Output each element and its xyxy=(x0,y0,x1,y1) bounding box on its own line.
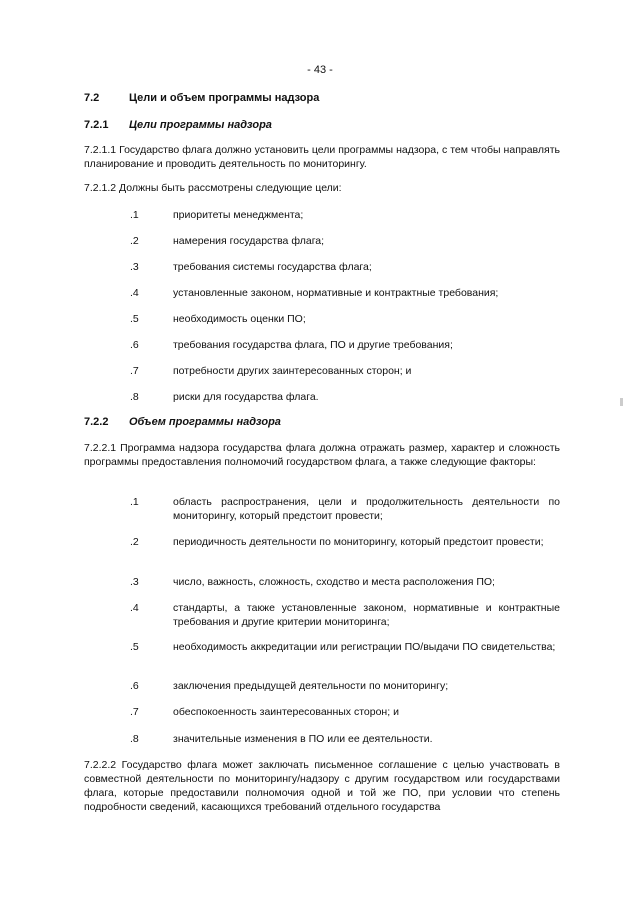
item-text: необходимость аккредитации или регистрации ПО/выдачи ПО свидетельства; xyxy=(173,641,556,653)
heading-number: 7.2.2 xyxy=(84,416,109,428)
paragraph-7-2-1-1: 7.2.1.1 Государство флага должно установить цели программы надзора, с тем чтобы направлять планирование и проводить деятельность по мониторингу. xyxy=(84,144,560,170)
item-number: .7 xyxy=(130,706,139,718)
item-text: периодичность деятельности по мониторингу, который предстоит провести; xyxy=(173,536,544,548)
item-number: .1 xyxy=(130,209,139,221)
heading-7-2 xyxy=(84,92,319,104)
item-number: .6 xyxy=(130,680,139,692)
item-number: .4 xyxy=(130,602,139,614)
item-number: .6 xyxy=(130,339,139,351)
item-text: необходимость оценки ПО; xyxy=(173,313,306,325)
paragraph-7-2-2-1: 7.2.2.1 Программа надзора государства флага должна отражать размер, характер и сложность программы предоставления полномочий государством флага, а также следующие факторы: xyxy=(84,442,560,468)
heading-number: 7.2.1 xyxy=(84,119,109,131)
item-number: .8 xyxy=(130,733,139,745)
page-number: - 43 - xyxy=(307,64,333,76)
item-number: .3 xyxy=(130,576,139,588)
item-text: потребности других заинтересованных сторон; и xyxy=(173,365,412,377)
item-text: область распространения, цели и продолжительность деятельности по мониторингу, который предстоит провести; xyxy=(173,496,560,522)
item-text: намерения государства флага; xyxy=(173,235,325,247)
item-text: заключения предыдущей деятельности по мониторингу; xyxy=(173,680,449,692)
item-number: .7 xyxy=(130,365,139,377)
item-text: установленные законом, нормативные и контрактные требования; xyxy=(173,287,499,299)
item-text: риски для государства флага. xyxy=(173,391,319,403)
scan-mark xyxy=(620,398,623,406)
paragraph-7-2-1-2: 7.2.1.2 Должны быть рассмотрены следующие цели: xyxy=(84,182,342,194)
heading-7-2-1 xyxy=(84,119,272,131)
item-number: .5 xyxy=(130,641,139,653)
item-number: .1 xyxy=(130,496,139,508)
item-number: .8 xyxy=(130,391,139,403)
heading-title: Цели и объем программы надзора xyxy=(129,92,320,104)
item-number: .2 xyxy=(130,235,139,247)
item-number: .3 xyxy=(130,261,139,273)
item-text: стандарты, а также установленные законом, нормативные и контрактные требования и другие критерии мониторинга; xyxy=(173,602,560,628)
item-text: значительные изменения в ПО или ее деятельности. xyxy=(173,733,433,745)
item-text: приоритеты менеджмента; xyxy=(173,209,304,221)
item-text: требования системы государства флага; xyxy=(173,261,372,273)
heading-title: Объем программы надзора xyxy=(129,416,281,428)
item-text: обеспокоенность заинтересованных сторон; и xyxy=(173,706,399,718)
heading-7-2-2 xyxy=(84,416,281,428)
heading-number: 7.2 xyxy=(84,92,100,104)
item-text: требования государства флага, ПО и другие требования; xyxy=(173,339,453,351)
paragraph-7-2-2-2: 7.2.2.2 Государство флага может заключать письменное соглашение с целью участвовать в совместной деятельности по мониторингу/надзору с другим государством или государствами флага, которые предоставили полномочия одной и той же ПО, при условии что степень подробности сведений, касающихся требований отдельного государства xyxy=(84,759,560,813)
item-number: .5 xyxy=(130,313,139,325)
heading-title: Цели программы надзора xyxy=(129,119,272,131)
item-number: .4 xyxy=(130,287,139,299)
item-text: число, важность, сложность, сходство и места расположения ПО; xyxy=(173,576,495,588)
item-number: .2 xyxy=(130,536,139,548)
